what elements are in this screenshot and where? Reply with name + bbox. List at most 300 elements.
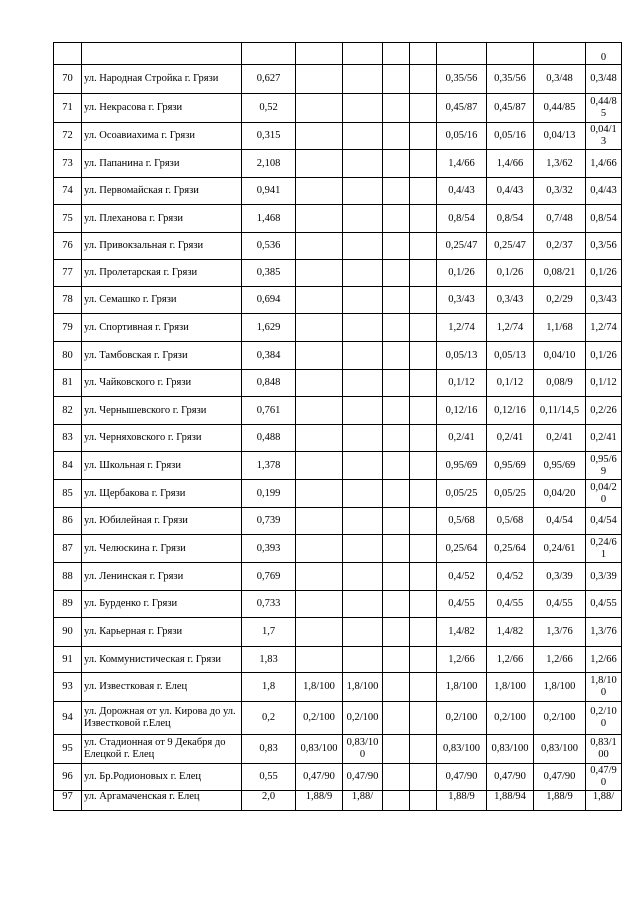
value-col-4 (410, 673, 437, 702)
value-col-1 (296, 370, 343, 397)
value-col-6: 0,05/25 (487, 480, 534, 508)
value-col-2 (343, 94, 383, 123)
table-row (54, 673, 622, 702)
value-col-6: 0,83/100 (487, 735, 534, 764)
table-row (54, 647, 622, 673)
row-number: 72 (54, 123, 82, 150)
value-col-2 (343, 150, 383, 178)
road-length: 0,315 (242, 123, 296, 150)
value-col-3 (383, 764, 410, 791)
value-col-4 (410, 150, 437, 178)
table-row (54, 233, 622, 260)
value-col-7: 0,04/13 (534, 123, 586, 150)
value-col-5: 1,4/82 (437, 618, 487, 647)
row-number: 86 (54, 508, 82, 535)
value-col-3 (383, 314, 410, 342)
value-col-3 (383, 735, 410, 764)
value-col-8: 0,04/13 (586, 123, 622, 150)
value-col-4 (410, 94, 437, 123)
value-col-5: 0,5/68 (437, 508, 487, 535)
value-col-8: 0,24/61 (586, 535, 622, 563)
street-name: ул. Папанина г. Грязи (82, 150, 242, 178)
road-length: 0,52 (242, 94, 296, 123)
value-col-1 (296, 150, 343, 178)
value-col-1 (296, 233, 343, 260)
value-col-4 (410, 43, 437, 65)
value-col-8: 0,04/20 (586, 480, 622, 508)
value-col-4 (410, 65, 437, 94)
table-row (54, 65, 622, 94)
row-number: 71 (54, 94, 82, 123)
road-length: 0,384 (242, 342, 296, 370)
value-col-7: 0,3/48 (534, 65, 586, 94)
value-col-6: 0,12/16 (487, 397, 534, 425)
value-col-6: 0,1/26 (487, 260, 534, 287)
row-number: 91 (54, 647, 82, 673)
value-col-1 (296, 260, 343, 287)
value-col-8: 0,2/26 (586, 397, 622, 425)
value-col-6: 0,4/55 (487, 591, 534, 618)
value-col-2 (343, 397, 383, 425)
value-col-3 (383, 205, 410, 233)
value-col-2 (343, 233, 383, 260)
value-col-3 (383, 150, 410, 178)
value-col-3 (383, 508, 410, 535)
value-col-6: 1,4/82 (487, 618, 534, 647)
value-col-6: 0,4/43 (487, 178, 534, 205)
row-number: 88 (54, 563, 82, 591)
row-number: 93 (54, 673, 82, 702)
roads-table (53, 42, 622, 811)
value-col-6: 1,2/66 (487, 647, 534, 673)
value-col-4 (410, 314, 437, 342)
value-col-1 (296, 508, 343, 535)
value-col-5: 0,05/16 (437, 123, 487, 150)
value-col-2 (343, 287, 383, 314)
value-col-4 (410, 618, 437, 647)
value-col-3 (383, 178, 410, 205)
road-length (242, 43, 296, 65)
row-number: 79 (54, 314, 82, 342)
value-col-2 (343, 508, 383, 535)
street-name: ул. Спортивная г. Грязи (82, 314, 242, 342)
table-row (54, 150, 622, 178)
road-length: 1,629 (242, 314, 296, 342)
value-col-5: 1,2/66 (437, 647, 487, 673)
value-col-6: 0,25/47 (487, 233, 534, 260)
value-col-5: 0,47/90 (437, 764, 487, 791)
value-col-2 (343, 535, 383, 563)
value-col-6: 1,2/74 (487, 314, 534, 342)
value-col-1 (296, 65, 343, 94)
street-name: ул. Коммунистическая г. Грязи (82, 647, 242, 673)
value-col-2 (343, 260, 383, 287)
table-row (54, 480, 622, 508)
value-col-1 (296, 314, 343, 342)
street-name: ул. Стадионная от 9 Декабря до Елецкой г. Елец (82, 735, 242, 764)
road-length: 2,0 (242, 791, 296, 811)
street-name: ул. Щербакова г. Грязи (82, 480, 242, 508)
table-row (54, 287, 622, 314)
value-col-8: 0 (586, 43, 622, 65)
value-col-6: 1,8/100 (487, 673, 534, 702)
value-col-2 (343, 314, 383, 342)
row-number (54, 43, 82, 65)
table-row (54, 397, 622, 425)
road-length: 0,2 (242, 702, 296, 735)
value-col-2: 0,2/100 (343, 702, 383, 735)
value-col-8: 1,2/74 (586, 314, 622, 342)
value-col-1: 1,8/100 (296, 673, 343, 702)
value-col-4 (410, 425, 437, 452)
value-col-8: 0,95/69 (586, 452, 622, 480)
road-length: 0,769 (242, 563, 296, 591)
value-col-8: 1,88/ (586, 791, 622, 811)
value-col-8: 0,3/39 (586, 563, 622, 591)
value-col-5: 0,05/25 (437, 480, 487, 508)
value-col-8: 1,3/76 (586, 618, 622, 647)
value-col-1 (296, 287, 343, 314)
value-col-3 (383, 591, 410, 618)
road-length: 1,83 (242, 647, 296, 673)
value-col-1: 0,2/100 (296, 702, 343, 735)
table-row (54, 342, 622, 370)
value-col-8: 0,8/54 (586, 205, 622, 233)
value-col-3 (383, 480, 410, 508)
road-length: 0,739 (242, 508, 296, 535)
table-row (54, 618, 622, 647)
value-col-1 (296, 123, 343, 150)
table-row (54, 764, 622, 791)
table-row (54, 123, 622, 150)
value-col-7: 0,2/29 (534, 287, 586, 314)
table-row (54, 591, 622, 618)
value-col-5: 0,1/12 (437, 370, 487, 397)
value-col-3 (383, 123, 410, 150)
row-number: 78 (54, 287, 82, 314)
value-col-7: 1,3/76 (534, 618, 586, 647)
table-row (54, 43, 622, 65)
street-name: ул. Чайковского г. Грязи (82, 370, 242, 397)
table-row (54, 563, 622, 591)
value-col-1 (296, 591, 343, 618)
value-col-7: 1,2/66 (534, 647, 586, 673)
roads-table-body (54, 43, 622, 811)
value-col-8: 0,2/41 (586, 425, 622, 452)
value-col-3 (383, 342, 410, 370)
value-col-6: 0,2/100 (487, 702, 534, 735)
value-col-7: 0,47/90 (534, 764, 586, 791)
value-col-7: 0,4/55 (534, 591, 586, 618)
value-col-2 (343, 591, 383, 618)
street-name: ул. Пролетарская г. Грязи (82, 260, 242, 287)
row-number: 73 (54, 150, 82, 178)
table-row (54, 260, 622, 287)
road-length: 0,733 (242, 591, 296, 618)
value-col-4 (410, 480, 437, 508)
value-col-5: 1,2/74 (437, 314, 487, 342)
street-name: ул. Бурденко г. Грязи (82, 591, 242, 618)
street-name: ул. Осоавиахима г. Грязи (82, 123, 242, 150)
road-length: 0,848 (242, 370, 296, 397)
value-col-4 (410, 791, 437, 811)
table-row (54, 370, 622, 397)
value-col-2 (343, 65, 383, 94)
value-col-8: 0,4/54 (586, 508, 622, 535)
value-col-5: 0,4/55 (437, 591, 487, 618)
street-name: ул. Привокзальная г. Грязи (82, 233, 242, 260)
road-length: 0,385 (242, 260, 296, 287)
value-col-1 (296, 178, 343, 205)
value-col-7: 1,3/62 (534, 150, 586, 178)
value-col-4 (410, 702, 437, 735)
value-col-7: 1,1/68 (534, 314, 586, 342)
value-col-2 (343, 370, 383, 397)
value-col-4 (410, 508, 437, 535)
row-number: 70 (54, 65, 82, 94)
street-name (82, 43, 242, 65)
road-length: 1,8 (242, 673, 296, 702)
value-col-8: 0,1/26 (586, 342, 622, 370)
value-col-2 (343, 178, 383, 205)
value-col-7 (534, 43, 586, 65)
value-col-8: 0,4/55 (586, 591, 622, 618)
value-col-5: 0,8/54 (437, 205, 487, 233)
street-name: ул. Дорожная от ул. Кирова до ул. Известковой г.Елец (82, 702, 242, 735)
value-col-5: 0,25/47 (437, 233, 487, 260)
value-col-5: 0,95/69 (437, 452, 487, 480)
value-col-7: 0,2/41 (534, 425, 586, 452)
value-col-4 (410, 370, 437, 397)
value-col-3 (383, 563, 410, 591)
road-length: 0,83 (242, 735, 296, 764)
row-number: 83 (54, 425, 82, 452)
value-col-6: 0,2/41 (487, 425, 534, 452)
value-col-7: 0,11/14,5 (534, 397, 586, 425)
value-col-2 (343, 480, 383, 508)
value-col-4 (410, 535, 437, 563)
value-col-8: 0,3/56 (586, 233, 622, 260)
value-col-4 (410, 178, 437, 205)
value-col-4 (410, 260, 437, 287)
value-col-2 (343, 618, 383, 647)
value-col-3 (383, 370, 410, 397)
value-col-8: 0,4/43 (586, 178, 622, 205)
value-col-1 (296, 618, 343, 647)
value-col-8: 0,47/90 (586, 764, 622, 791)
table-row (54, 702, 622, 735)
road-length: 0,761 (242, 397, 296, 425)
value-col-2: 1,88/ (343, 791, 383, 811)
value-col-1: 1,88/9 (296, 791, 343, 811)
value-col-6: 0,3/43 (487, 287, 534, 314)
row-number: 96 (54, 764, 82, 791)
value-col-4 (410, 591, 437, 618)
value-col-1 (296, 563, 343, 591)
row-number: 89 (54, 591, 82, 618)
value-col-5: 0,45/87 (437, 94, 487, 123)
table-row (54, 791, 622, 811)
street-name: ул. Ленинская г. Грязи (82, 563, 242, 591)
road-length: 0,488 (242, 425, 296, 452)
value-col-1 (296, 397, 343, 425)
value-col-5: 0,2/100 (437, 702, 487, 735)
value-col-8: 1,2/66 (586, 647, 622, 673)
value-col-6: 1,4/66 (487, 150, 534, 178)
value-col-5: 0,12/16 (437, 397, 487, 425)
value-col-4 (410, 287, 437, 314)
road-length: 2,108 (242, 150, 296, 178)
value-col-4 (410, 123, 437, 150)
value-col-2 (343, 342, 383, 370)
value-col-8: 1,8/100 (586, 673, 622, 702)
value-col-3 (383, 535, 410, 563)
table-row (54, 508, 622, 535)
value-col-6: 0,45/87 (487, 94, 534, 123)
value-col-2 (343, 425, 383, 452)
road-length: 0,694 (242, 287, 296, 314)
value-col-7: 0,2/37 (534, 233, 586, 260)
value-col-6: 0,1/12 (487, 370, 534, 397)
street-name: ул. Школьная г. Грязи (82, 452, 242, 480)
value-col-3 (383, 647, 410, 673)
value-col-1: 0,83/100 (296, 735, 343, 764)
value-col-1 (296, 342, 343, 370)
value-col-3 (383, 702, 410, 735)
value-col-7: 0,44/85 (534, 94, 586, 123)
table-row (54, 425, 622, 452)
row-number: 76 (54, 233, 82, 260)
table-row (54, 94, 622, 123)
value-col-2: 0,47/90 (343, 764, 383, 791)
value-col-6: 0,05/13 (487, 342, 534, 370)
value-col-7: 0,7/48 (534, 205, 586, 233)
value-col-7: 1,8/100 (534, 673, 586, 702)
street-name: ул. Тамбовская г. Грязи (82, 342, 242, 370)
road-length: 0,55 (242, 764, 296, 791)
road-length: 0,941 (242, 178, 296, 205)
value-col-4 (410, 342, 437, 370)
value-col-5 (437, 43, 487, 65)
table-row (54, 205, 622, 233)
row-number: 85 (54, 480, 82, 508)
value-col-1 (296, 535, 343, 563)
road-length: 0,393 (242, 535, 296, 563)
value-col-7: 0,04/10 (534, 342, 586, 370)
road-length: 0,627 (242, 65, 296, 94)
value-col-8: 1,4/66 (586, 150, 622, 178)
road-length: 0,536 (242, 233, 296, 260)
value-col-2: 1,8/100 (343, 673, 383, 702)
value-col-5: 0,2/41 (437, 425, 487, 452)
value-col-7: 0,2/100 (534, 702, 586, 735)
value-col-5: 1,8/100 (437, 673, 487, 702)
road-length: 1,378 (242, 452, 296, 480)
value-col-8: 0,1/26 (586, 260, 622, 287)
value-col-5: 0,35/56 (437, 65, 487, 94)
value-col-7: 0,4/54 (534, 508, 586, 535)
value-col-6 (487, 43, 534, 65)
row-number: 97 (54, 791, 82, 811)
value-col-3 (383, 65, 410, 94)
value-col-3 (383, 452, 410, 480)
value-col-8: 0,44/85 (586, 94, 622, 123)
value-col-6: 0,25/64 (487, 535, 534, 563)
value-col-4 (410, 205, 437, 233)
value-col-1: 0,47/90 (296, 764, 343, 791)
value-col-2 (343, 647, 383, 673)
value-col-3 (383, 791, 410, 811)
value-col-7: 0,04/20 (534, 480, 586, 508)
value-col-5: 0,25/64 (437, 535, 487, 563)
street-name: ул. Первомайская г. Грязи (82, 178, 242, 205)
value-col-2 (343, 43, 383, 65)
row-number: 87 (54, 535, 82, 563)
value-col-7: 0,95/69 (534, 452, 586, 480)
value-col-6: 0,5/68 (487, 508, 534, 535)
value-col-8: 0,1/12 (586, 370, 622, 397)
value-col-5: 1,4/66 (437, 150, 487, 178)
value-col-3 (383, 287, 410, 314)
value-col-2 (343, 123, 383, 150)
street-name: ул. Народная Стройка г. Грязи (82, 65, 242, 94)
road-length: 0,199 (242, 480, 296, 508)
value-col-5: 0,4/52 (437, 563, 487, 591)
value-col-6: 0,05/16 (487, 123, 534, 150)
value-col-4 (410, 452, 437, 480)
street-name: ул. Юбилейная г. Грязи (82, 508, 242, 535)
street-name: ул. Карьерная г. Грязи (82, 618, 242, 647)
value-col-2 (343, 563, 383, 591)
value-col-7: 0,24/61 (534, 535, 586, 563)
table-row (54, 178, 622, 205)
row-number: 80 (54, 342, 82, 370)
table-row (54, 735, 622, 764)
value-col-7: 0,3/39 (534, 563, 586, 591)
value-col-6: 1,88/94 (487, 791, 534, 811)
street-name: ул. Аргамаченская г. Елец (82, 791, 242, 811)
value-col-5: 0,3/43 (437, 287, 487, 314)
value-col-8: 0,2/100 (586, 702, 622, 735)
value-col-4 (410, 563, 437, 591)
street-name: ул. Челюскина г. Грязи (82, 535, 242, 563)
value-col-3 (383, 673, 410, 702)
value-col-1 (296, 43, 343, 65)
value-col-2 (343, 205, 383, 233)
table-row (54, 314, 622, 342)
value-col-1 (296, 425, 343, 452)
value-col-3 (383, 94, 410, 123)
value-col-4 (410, 233, 437, 260)
value-col-7: 0,08/21 (534, 260, 586, 287)
value-col-3 (383, 397, 410, 425)
value-col-2 (343, 452, 383, 480)
value-col-7: 0,08/9 (534, 370, 586, 397)
value-col-7: 1,88/9 (534, 791, 586, 811)
row-number: 90 (54, 618, 82, 647)
value-col-2: 0,83/100 (343, 735, 383, 764)
value-col-3 (383, 425, 410, 452)
value-col-4 (410, 735, 437, 764)
table-row (54, 452, 622, 480)
row-number: 84 (54, 452, 82, 480)
row-number: 75 (54, 205, 82, 233)
street-name: ул. Бр.Родионовых г. Елец (82, 764, 242, 791)
value-col-4 (410, 647, 437, 673)
value-col-4 (410, 397, 437, 425)
road-length: 1,7 (242, 618, 296, 647)
row-number: 77 (54, 260, 82, 287)
